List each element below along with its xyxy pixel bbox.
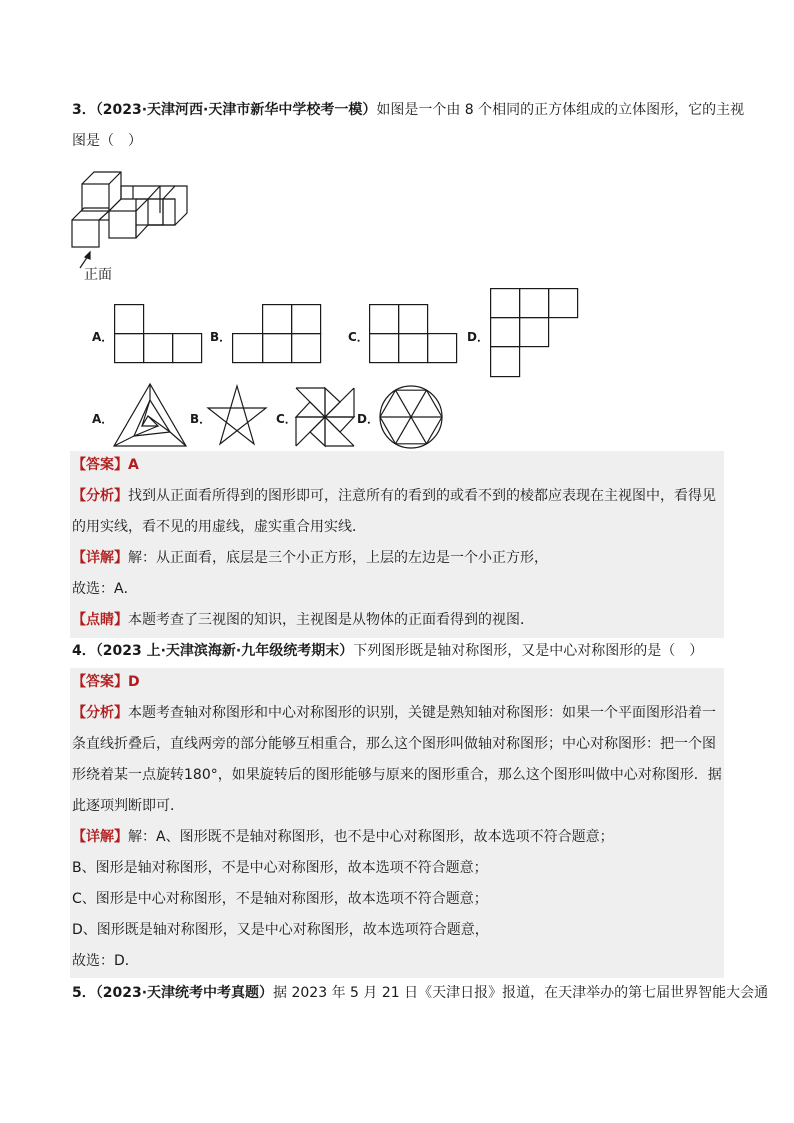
q4-option-b-figure bbox=[206, 384, 268, 446]
q4-analysis-line4: 此逐项判断即可． bbox=[72, 798, 184, 814]
q3-comment bbox=[72, 610, 534, 630]
q3-stem-line1 bbox=[72, 100, 744, 120]
q5-stem bbox=[72, 983, 768, 1003]
q3-detail-text1: 解：从正面看，底层是三个小正方形，上层的左边是一个小正方形， bbox=[128, 550, 548, 566]
q4-number: 4． bbox=[72, 643, 96, 659]
q4-analysis-line2: 条直线折叠后，直线两旁的部分能够互相重合，那么这个图形叫做轴对称图形；中心对称图形：把一个图 bbox=[72, 736, 716, 752]
q3-analysis-text1: 找到从正面看所得到的图形即可，注意所有的看到的或看不到的棱都应表现在主视图中，看得见 bbox=[128, 488, 716, 504]
q4-analysis-text1: 本题考查轴对称图形和中心对称图形的识别，关键是熟知轴对称图形：如果一个平面图形沿着一 bbox=[128, 705, 716, 721]
q4-analysis-tag: 【分析】 bbox=[72, 705, 128, 721]
q3-stem-text: 如图是一个由 8 个相同的正方体组成的立体图形，它的主视 bbox=[376, 102, 745, 118]
q4-source: （2023 上·天津滨海新·九年级统考期末） bbox=[95, 643, 354, 659]
q3-option-c-figure bbox=[369, 304, 461, 364]
q3-detail-line1 bbox=[72, 548, 548, 568]
q3-answer-value: A bbox=[128, 457, 139, 473]
q4-detail-tag: 【详解】 bbox=[72, 829, 128, 845]
q3-stem-line2: 图是（ ） bbox=[72, 133, 142, 149]
q4-stem bbox=[72, 641, 703, 661]
q3-source: （2023·天津河西·天津市新华中学校考一模） bbox=[95, 102, 377, 118]
q3-analysis-line2: 的用实线，看不见的用虚线，虚实重合用实线． bbox=[72, 519, 366, 535]
q4-option-a-label[interactable]: A． bbox=[92, 412, 114, 426]
q4-analysis-line3: 形绕着某一点旋转180°，如果旋转后的图形能够与原来的图形重合，那么这个图形叫做中心对称图形．据 bbox=[72, 767, 722, 783]
q3-option-b-figure bbox=[232, 304, 324, 364]
q4-detail-line5: 故选：D． bbox=[72, 953, 139, 969]
q3-solid-figure bbox=[70, 155, 200, 255]
q4-option-d-figure bbox=[378, 384, 444, 450]
q3-option-d-figure bbox=[490, 288, 580, 380]
q3-number: 3． bbox=[72, 102, 96, 118]
q3-comment-text: 本题考查了三视图的知识，主视图是从物体的正面看得到的视图． bbox=[128, 612, 534, 628]
q4-detail-line4: D、图形既是轴对称图形，又是中心对称图形，故本选项符合题意， bbox=[72, 922, 489, 938]
q3-option-b-label[interactable]: B． bbox=[210, 330, 232, 344]
q3-detail-tag: 【详解】 bbox=[72, 550, 128, 566]
q4-analysis-line1 bbox=[72, 703, 716, 723]
q3-comment-tag: 【点睛】 bbox=[72, 612, 128, 628]
q4-detail-line1 bbox=[72, 827, 614, 847]
q3-option-a-figure bbox=[114, 304, 204, 364]
q4-answer bbox=[72, 672, 140, 692]
q4-detail-text1: 解：A、图形既不是轴对称图形，也不是中心对称图形，故本选项不符合题意； bbox=[128, 829, 614, 845]
q3-analysis-line1 bbox=[72, 486, 716, 506]
q3-answer bbox=[72, 455, 139, 475]
q3-answer-tag: 【答案】 bbox=[72, 457, 128, 473]
q4-stem-text: 下列图形既是轴对称图形，又是中心对称图形的是（ ） bbox=[353, 643, 704, 659]
q3-option-a-label[interactable]: A． bbox=[92, 330, 114, 344]
q4-option-b-label[interactable]: B． bbox=[190, 412, 212, 426]
q3-option-d-label[interactable]: D． bbox=[467, 330, 489, 344]
front-label: 正面 bbox=[84, 267, 112, 283]
q4-detail-line2: B、图形是轴对称图形，不是中心对称图形，故本选项不符合题意； bbox=[72, 860, 488, 876]
q5-source: （2023·天津统考中考真题） bbox=[95, 985, 274, 1001]
q4-answer-tag: 【答案】 bbox=[72, 674, 128, 690]
q5-number: 5． bbox=[72, 985, 96, 1001]
q3-analysis-tag: 【分析】 bbox=[72, 488, 128, 504]
q4-option-d-label[interactable]: D． bbox=[357, 412, 379, 426]
q4-answer-value: D bbox=[128, 674, 140, 690]
q3-detail-line2: 故选：A． bbox=[72, 581, 138, 597]
q4-detail-line3: C、图形是中心对称图形，不是轴对称图形，故本选项不符合题意； bbox=[72, 891, 488, 907]
q5-stem-text: 据 2023 年 5 月 21 日《天津日报》报道，在天津举办的第七届世界智能大会通 bbox=[273, 985, 769, 1001]
q4-option-a-figure bbox=[112, 382, 188, 448]
q4-option-c-figure bbox=[294, 386, 356, 448]
q4-option-c-label[interactable]: C． bbox=[276, 412, 297, 426]
q3-option-c-label[interactable]: C． bbox=[348, 330, 369, 344]
